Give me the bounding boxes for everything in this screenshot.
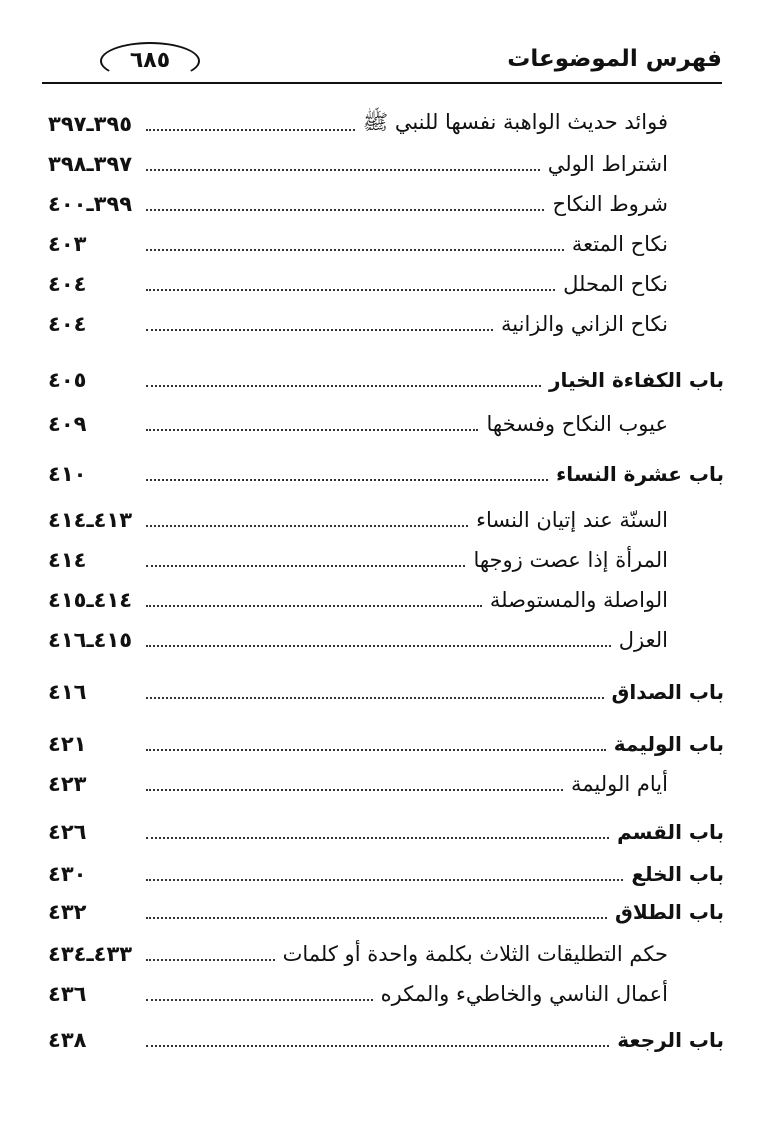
entry-title: المرأة إذا عصت زوجها [473,548,668,572]
toc-entry [48,978,668,1010]
toc-chapter [48,896,724,928]
entry-page: ٤٠٥ [48,368,87,392]
dot-leader [146,959,275,961]
entry-page: ٤١٤ [48,548,87,572]
entry-page: ٤١٤ـ٤١٥ [48,588,133,612]
dot-leader [146,789,563,791]
entry-page: ٤٣٣ـ٤٣٤ [48,942,133,966]
entry-page: ٤٢٣ [48,772,87,796]
dot-leader [146,129,355,131]
entry-title: أيام الوليمة [571,772,668,796]
entry-page: ٤١٦ [48,680,87,704]
entry-page: ٤٠٤ [48,272,87,296]
dot-leader [146,645,611,647]
toc-entry [48,228,668,260]
toc-chapter [48,458,724,490]
dot-leader [146,999,373,1001]
entry-title: حكم التطليقات الثلاث بكلمة واحدة أو كلمات [282,942,668,966]
dot-leader [146,565,465,567]
entry-title: نكاح الزاني والزانية [501,312,668,336]
entry-page: ٤١٣ـ٤١٤ [48,508,133,532]
toc-entry [48,148,668,180]
entry-page: ٤٢١ [48,732,87,756]
chapter-title: باب الخلع [631,862,724,886]
entry-title: اشتراط الولي [547,152,668,176]
entry-page: ٤٠٩ [48,412,87,436]
toc-chapter [48,676,724,708]
header-rule [42,82,722,84]
toc-entry [48,308,668,340]
dot-leader [146,879,623,881]
chapter-title: باب القسم [617,820,724,844]
toc-chapter [48,1024,724,1056]
entry-page: ٤٣٨ [48,1028,87,1052]
entry-title: عيوب النكاح وفسخها [486,412,668,436]
entry-page: ٤٣٢ [48,900,87,924]
chapter-title: باب الطلاق [615,900,724,924]
entry-page: ٣٩٧ـ٣٩٨ [48,152,133,176]
dot-leader [146,209,544,211]
entry-page: ٤٢٦ [48,820,87,844]
toc-entry [48,408,668,440]
page-number: ٦٨٥ [100,42,200,80]
dot-leader [146,479,548,481]
toc-entry [48,584,668,616]
entry-page: ٤٣٠ [48,862,87,886]
toc-chapter [48,858,724,890]
dot-leader [146,329,493,331]
entry-title: أعمال الناسي والخاطيء والمكره [380,982,668,1006]
dot-leader [146,837,609,839]
dot-leader [146,749,606,751]
entry-page: ٣٩٥ـ٣٩٧ [48,112,133,136]
entry-page: ٤١٠ [48,462,87,486]
dot-leader [146,1045,609,1047]
dot-leader [146,169,540,171]
dot-leader [146,429,478,431]
dot-leader [146,697,604,699]
entry-page: ٤٠٤ [48,312,87,336]
dot-leader [146,385,541,387]
running-title: فهرس الموضوعات [507,46,722,72]
entry-page: ٤١٥ـ٤١٦ [48,628,133,652]
toc-entry [48,768,668,800]
entry-title: العزل [618,628,668,652]
dot-leader [146,289,555,291]
toc-entry [48,938,668,970]
entry-title: شروط النكاح [552,192,668,216]
chapter-title: باب الوليمة [613,732,724,756]
toc-entry [48,108,668,140]
entry-title: السنّة عند إتيان النساء [476,508,668,532]
toc-entry [48,624,668,656]
entry-page: ٣٩٩ـ٤٠٠ [48,192,133,216]
entry-page: ٤٠٣ [48,232,87,256]
toc-chapter [48,816,724,848]
chapter-title: باب الكفاءة الخيار [549,368,724,392]
dot-leader [146,605,482,607]
page-header [42,40,722,86]
toc-chapter [48,364,724,396]
toc-chapter [48,728,724,760]
toc-entry [48,268,668,300]
toc-entry [48,544,668,576]
toc-entry [48,188,668,220]
chapter-title: باب الصداق [611,680,724,704]
toc-entry [48,504,668,536]
dot-leader [146,525,468,527]
chapter-title: باب الرجعة [617,1028,724,1052]
entry-title: الواصلة والمستوصلة [489,588,668,612]
entry-title: نكاح المتعة [571,232,668,256]
entry-title: فوائد حديث الواهبة نفسها للنبي ﷺ [362,109,668,134]
chapter-title: باب عشرة النساء [556,462,724,486]
entry-page: ٤٣٦ [48,982,87,1006]
dot-leader [146,917,607,919]
dot-leader [146,249,564,251]
entry-title: نكاح المحلل [563,272,668,296]
